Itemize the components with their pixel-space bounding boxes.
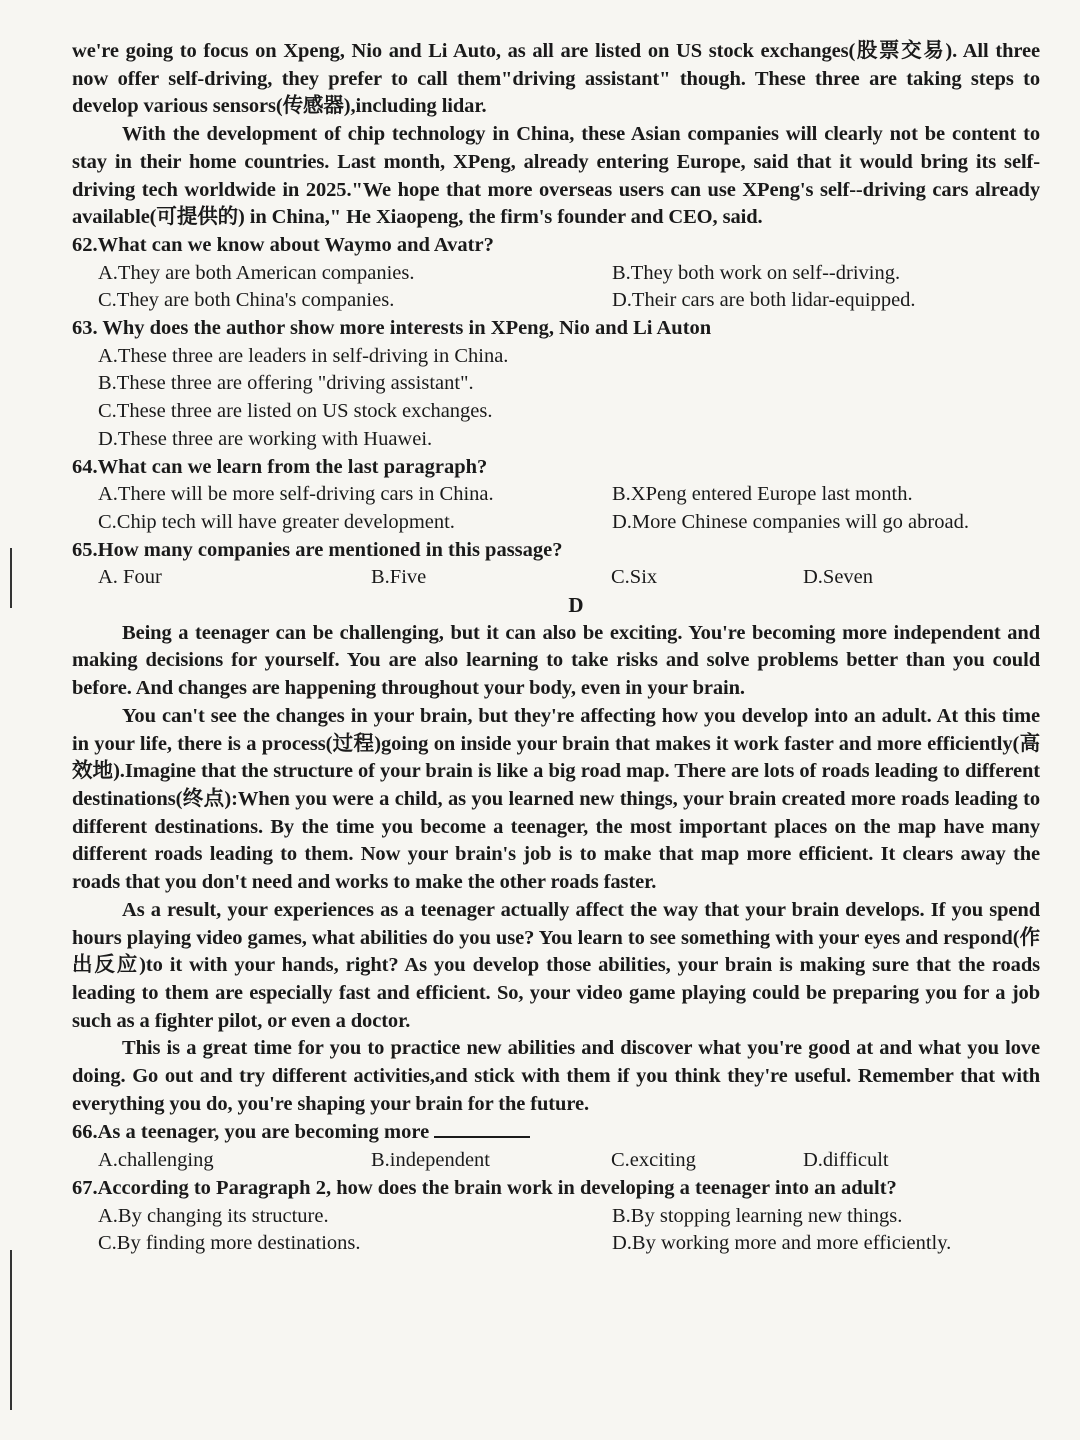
passage-d-paragraph: You can't see the changes in your brain, but they're affecting how you develop into an adult. At this time in your life, there is a process(过程)going on inside your brain that makes it work faster and more efficiently(高效地).Imagine that the structure of your brain is like a big road map. There are lots of roads leading to different destinations(终点):When you were a child, as you learned new things, your brain created more roads leading to different destinations. By the time you become a teenager, the most important places on the map have many different roads leading to them. Now your brain's job is to make that map more efficient. It clears away the roads that you don't need and works to make the other roads faster. (72, 704, 1040, 894)
option-a: A.These three are leaders in self-driving in China. (98, 344, 509, 367)
section-label: D (568, 593, 584, 618)
question-stem: 62.What can we know about Waymo and Avatr? (72, 233, 494, 256)
option-b: B.These three are offering "driving assistant". (98, 372, 474, 395)
option-b: B.Five (371, 566, 427, 589)
question-67 (72, 1175, 1040, 1258)
option-d: D.More Chinese companies will go abroad. (612, 510, 969, 533)
question-stem: 67.According to Paragraph 2, how does the brain work in developing a teenager into an adult? (72, 1176, 897, 1199)
options (72, 481, 1040, 536)
option-c: C.Six (611, 566, 658, 589)
option-b: B.XPeng entered Europe last month. (612, 483, 913, 506)
question-65 (72, 537, 1040, 592)
option-d: D.Their cars are both lidar-equipped. (612, 289, 916, 312)
option-c: C.By finding more destinations. (98, 1232, 361, 1255)
question-63 (72, 315, 1040, 454)
passage-d-paragraph: Being a teenager can be challenging, but it can also be exciting. You're becoming more independent and making decisions for yourself. You are also learning to take risks and solve problems better than you could before. And changes are happening throughout your body, even in your brain. (72, 621, 1040, 700)
question-stem: 64.What can we learn from the last paragraph? (72, 455, 488, 478)
question-stem: 65.How many companies are mentioned in this passage? (72, 538, 563, 561)
passage-d-paragraph: As a result, your experiences as a teenager actually affect the way that your brain develops. If you spend hours playing video games, what abilities do you use? You learn to see something with your eyes and respond(作出反应)to it with your hands, right? As you develop those abilities, your brain is making sure that the roads leading to them are especially fast and efficient. So, your video game playing could be preparing you for a job such as a fighter pilot, or even a doctor. (72, 898, 1040, 1032)
passage-c-paragraph: we're going to focus on Xpeng, Nio and Li Auto, as all are listed on US stock exchanges(股票交易). All three now offer self-driving, they prefer to call them"driving assistant" though. These three are taking steps to develop various sensors(传感器),including lidar. (72, 40, 1040, 118)
option-c: C.exciting (611, 1149, 696, 1172)
option-a: A.They are both American companies. (98, 261, 415, 284)
question-64 (72, 454, 1040, 537)
option-d: D.These three are working with Huawei. (98, 427, 433, 450)
option-c: C.Chip tech will have greater development. (98, 510, 455, 533)
binding-margin-line (10, 548, 12, 608)
option-c: C.These three are listed on US stock exchanges. (98, 400, 493, 423)
options (72, 1203, 1040, 1258)
option-b: B.By stopping learning new things. (612, 1204, 903, 1227)
option-d: D.Seven (803, 566, 874, 589)
option-b: B.They both work on self--driving. (612, 261, 901, 284)
options (72, 564, 1040, 592)
options (72, 260, 1040, 315)
option-a: A.challenging (98, 1149, 214, 1172)
options (72, 1147, 1040, 1175)
option-a: A.By changing its structure. (98, 1204, 329, 1227)
binding-margin-line (10, 1250, 12, 1410)
option-a: A. Four (98, 566, 162, 589)
question-stem: 66.As a teenager, you are becoming more (72, 1121, 430, 1144)
options (72, 343, 1040, 454)
option-c: C.They are both China's companies. (98, 289, 395, 312)
question-66 (72, 1118, 1040, 1174)
question-stem: 63. Why does the author show more interests in XPeng, Nio and Li Auton (72, 317, 712, 340)
question-62 (72, 232, 1040, 315)
option-d: D.difficult (803, 1149, 889, 1172)
option-d: D.By working more and more efficiently. (612, 1232, 952, 1255)
exam-page (72, 38, 1040, 1258)
answer-blank (434, 1118, 530, 1138)
passage-d-paragraph: This is a great time for you to practice new abilities and discover what you're good at and what you love doing. Go out and try different activities,and stick with them if you think they're useful. Remember that with everything you do, you're shaping your brain for the future. (72, 1037, 1040, 1115)
option-b: B.independent (371, 1149, 490, 1172)
option-a: A.There will be more self-driving cars in China. (98, 483, 494, 506)
passage-c-paragraph: With the development of chip technology in China, these Asian companies will clearly not be content to stay in their home countries. Last month, XPeng, already entering Europe, said that it would bring its self-driving tech worldwide in 2025."We hope that more overseas users can use XPeng's self--driving cars already available(可提供的) in China," He Xiaopeng, the firm's founder and CEO, said. (72, 123, 1040, 229)
